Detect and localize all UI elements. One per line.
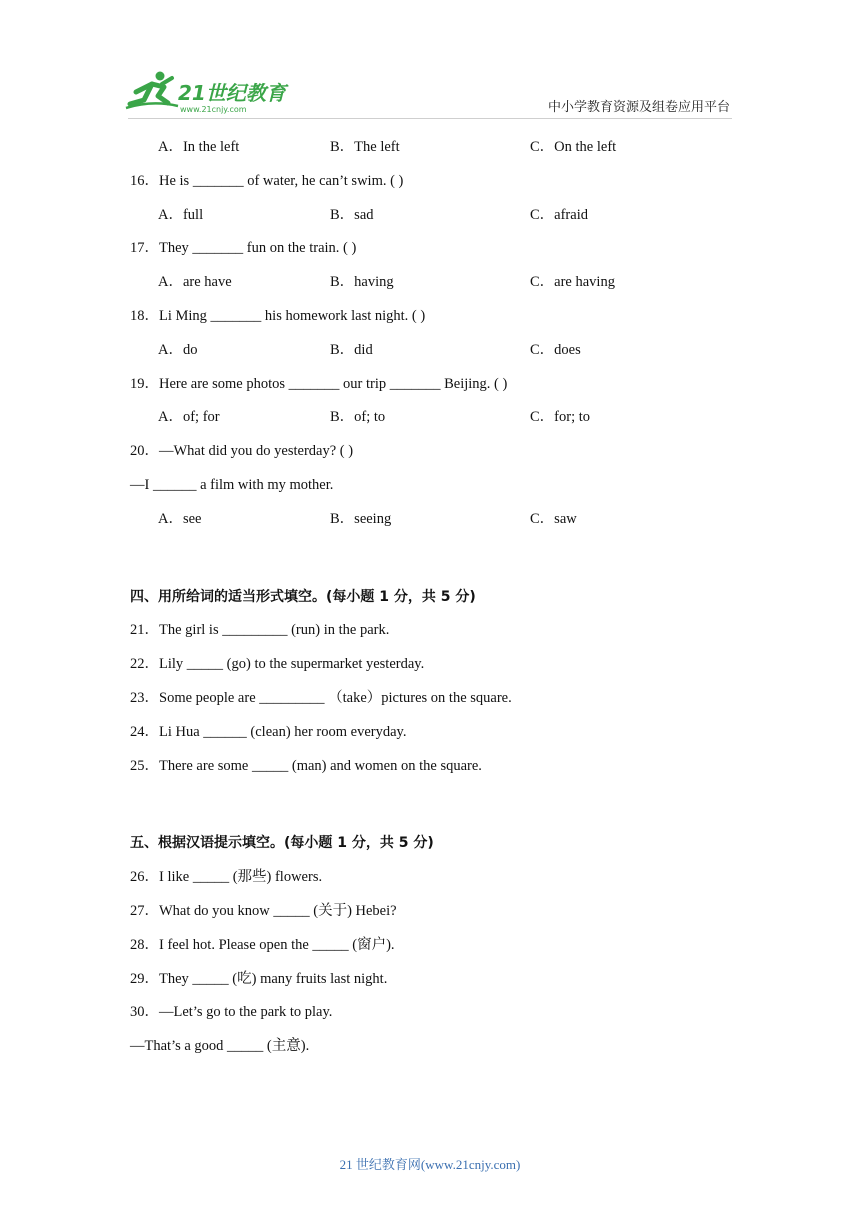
option-a: A．do — [158, 341, 198, 358]
logo-21cnjy — [122, 70, 292, 116]
question-18: 18．Li Ming _______ his homework last night. ( ) — [130, 307, 426, 324]
option-c: C．saw — [530, 510, 577, 527]
option-c: C．On the left — [530, 139, 617, 155]
question-17: 17．They _______ fun on the train. ( ) — [130, 240, 357, 257]
question-27: 27．What do you know _____ (关于) Hebei? — [130, 902, 397, 919]
option-a: A．of; for — [158, 409, 220, 426]
logo-url: www.21cnjy.com — [180, 105, 247, 114]
question-29: 29．They _____ (吃) many fruits last night. — [130, 970, 388, 987]
option-c: C．for; to — [530, 409, 591, 426]
option-a: A．In the left — [158, 139, 240, 155]
option-a: A．see — [158, 510, 202, 527]
question-30: 30．—Let’s go to the park to play. — [130, 1004, 333, 1021]
q16-options — [130, 202, 750, 236]
option-c: C．are having — [530, 274, 615, 291]
option-b: B．did — [330, 341, 373, 358]
question-30-reply: —That’s a good _____ (主意). — [130, 1038, 310, 1055]
question-26: 26．I like _____ (那些) flowers. — [130, 869, 323, 886]
section-4-title: 四、用所给词的适当形式填空。(每小题 1 分，共 5 分) — [130, 588, 476, 605]
header-divider — [128, 118, 732, 119]
option-a: A．are have — [158, 274, 232, 291]
option-b: B．seeing — [330, 510, 392, 527]
q17-options — [130, 269, 750, 303]
option-c: C．does — [530, 341, 581, 358]
option-b: B．having — [330, 274, 394, 291]
option-b: B．of; to — [330, 409, 386, 426]
page-header — [0, 0, 860, 120]
q15-options — [130, 134, 750, 168]
q18-options — [130, 337, 750, 371]
question-19: 19．Here are some photos _______ our trip _______ Beijing. ( ) — [130, 375, 508, 392]
q20-options — [130, 506, 750, 540]
question-25: 25．There are some _____ (man) and women on the square. — [130, 757, 482, 774]
option-a: A．full — [158, 206, 204, 223]
question-20-reply: —I ______ a film with my mother. — [130, 476, 334, 493]
option-b: B．sad — [330, 206, 374, 223]
option-b: B．The left — [330, 139, 400, 155]
platform-name: 中小学教育资源及组卷应用平台 — [547, 100, 730, 115]
logo-text: 21世纪教育 — [178, 81, 286, 105]
q19-options — [130, 404, 750, 438]
question-21: 21．The girl is _________ (run) in the park. — [130, 622, 390, 639]
question-20: 20．—What did you do yesterday? ( ) — [130, 443, 354, 460]
exam-content — [130, 134, 750, 1067]
question-22: 22．Lily _____ (go) to the supermarket yesterday. — [130, 656, 425, 673]
question-24: 24．Li Hua ______ (clean) her room everyday. — [130, 723, 407, 740]
option-c: C．afraid — [530, 206, 588, 223]
question-28: 28．I feel hot. Please open the _____ (窗户). — [130, 936, 395, 953]
question-23: 23．Some people are _________ （take）pictures on the square. — [130, 689, 512, 706]
page-footer: 21 世纪教育网(www.21cnjy.com) — [339, 1157, 521, 1172]
question-16: 16．He is _______ of water, he can’t swim. ( ) — [130, 172, 404, 189]
section-5-title: 五、根据汉语提示填空。(每小题 1 分，共 5 分) — [130, 835, 434, 852]
